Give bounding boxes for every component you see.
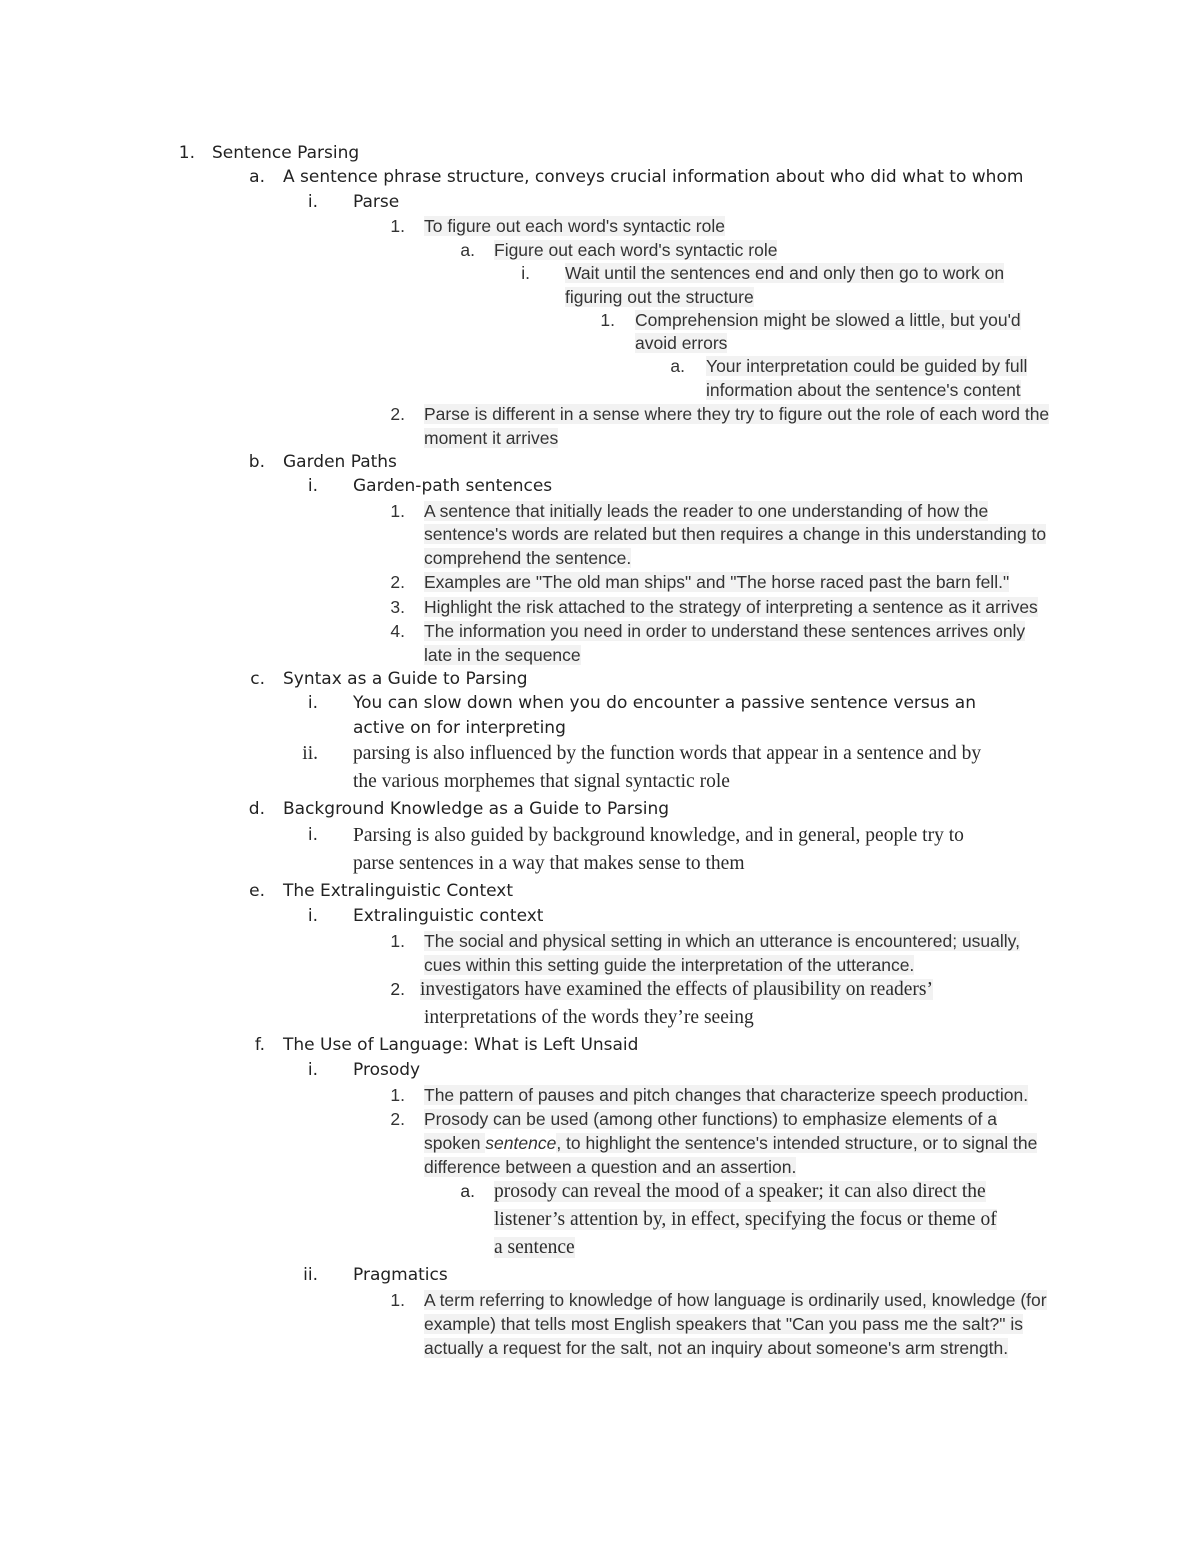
list-marker: ii. xyxy=(303,1265,318,1285)
list-marker: f. xyxy=(254,1035,265,1055)
outline-text-line: The social and physical setting in which an utterance is encountered; usually, xyxy=(424,931,1020,951)
outline-text-line: a sentence xyxy=(494,1237,575,1258)
list-marker: 2. xyxy=(390,572,405,592)
list-marker: 1. xyxy=(390,1085,405,1105)
list-marker: 1. xyxy=(390,1290,405,1310)
outline-text-line: cues within this setting guide the interpretation of the utterance. xyxy=(424,955,915,975)
outline-text-line: Parsing is also guided by background knowledge, and in general, people try to xyxy=(353,825,964,846)
outline-text: A sentence phrase structure, conveys crucial information about who did what to whom xyxy=(283,167,1024,187)
outline-text-line: example) that tells most English speakers that "Can you pass me the salt?" is xyxy=(424,1314,1023,1334)
list-marker: 2. xyxy=(390,1109,405,1129)
list-marker: a. xyxy=(460,1181,475,1201)
outline-text: The pattern of pauses and pitch changes that characterize speech production. xyxy=(424,1085,1029,1105)
outline-text-line: figuring out the structure xyxy=(565,287,754,307)
outline-text: Garden Paths xyxy=(283,452,397,472)
list-marker: 2. xyxy=(390,979,405,999)
outline-text-line: Comprehension might be slowed a little, but you'd xyxy=(635,310,1021,330)
outline-text-line: actually a request for the salt, not an inquiry about someone's arm strength. xyxy=(424,1338,1009,1358)
outline-text-fragment: spoken xyxy=(424,1133,486,1153)
outline-text: Garden-path sentences xyxy=(353,476,553,496)
outline-text-line: sentence's words are related but then requires a change in this understanding to xyxy=(424,524,1047,544)
list-marker: 1. xyxy=(390,931,405,951)
outline-text: Highlight the risk attached to the strategy of interpreting a sentence as it arrives xyxy=(424,597,1038,617)
outline-text-fragment: , to highlight the sentence's intended structure, or to signal the xyxy=(556,1133,1038,1153)
outline-text-line: You can slow down when you do encounter a passive sentence versus an xyxy=(353,693,976,713)
list-marker: 2. xyxy=(390,404,405,424)
list-marker: 3. xyxy=(390,597,405,617)
outline-text-line: Prosody can be used (among other functions) to emphasize elements of a xyxy=(424,1109,997,1129)
list-marker: ii. xyxy=(302,743,318,764)
list-marker: 4. xyxy=(390,621,405,641)
list-marker: a. xyxy=(460,240,475,260)
list-marker: i. xyxy=(521,263,530,283)
outline-text-line: parse sentences in a way that makes sense to them xyxy=(353,853,745,874)
outline-text: Parse xyxy=(353,192,400,212)
list-marker: b. xyxy=(248,452,265,472)
outline-text-line: investigators have examined the effects of plausibility on readers’ xyxy=(420,979,933,1000)
list-marker: i. xyxy=(307,476,318,496)
outline-text-line: Parse is different in a sense where they try to figure out the role of each word the xyxy=(424,404,1050,424)
outline-text-line: interpretations of the words they’re seeing xyxy=(424,1007,754,1028)
outline-text: Examples are "The old man ships" and "The horse raced past the barn fell." xyxy=(424,572,1010,592)
outline-text-line: listener’s attention by, in effect, specifying the focus or theme of xyxy=(494,1209,997,1230)
outline-text-line: the various morphemes that signal syntactic role xyxy=(353,771,730,792)
outline-text: To figure out each word's syntactic role xyxy=(424,216,725,236)
outline-text-line: The information you need in order to understand these sentences arrives only xyxy=(424,621,1026,641)
outline-text-line: information about the sentence's content xyxy=(706,380,1021,400)
list-marker: i. xyxy=(307,192,318,212)
italic-term: sentence xyxy=(485,1133,557,1153)
list-marker: 1. xyxy=(600,310,615,330)
list-marker: d. xyxy=(248,799,265,819)
outline-text-line: active on for interpreting xyxy=(353,718,566,738)
outline-text-line: Wait until the sentences end and only then go to work on xyxy=(565,263,1005,283)
outline-text: Syntax as a Guide to Parsing xyxy=(283,669,528,689)
list-marker: 1. xyxy=(178,143,195,163)
outline-text: The Use of Language: What is Left Unsaid xyxy=(283,1035,639,1055)
list-marker: a. xyxy=(249,167,265,187)
outline-text: Pragmatics xyxy=(353,1265,448,1285)
outline-text: Extralinguistic context xyxy=(353,906,544,926)
list-marker: c. xyxy=(250,669,265,689)
outline-text: The Extralinguistic Context xyxy=(283,881,513,901)
outline-text-line: moment it arrives xyxy=(424,428,559,448)
list-marker: i. xyxy=(307,1060,318,1080)
outline-text: Figure out each word's syntactic role xyxy=(494,240,778,260)
list-marker: 1. xyxy=(390,216,405,236)
outline-text-line: prosody can reveal the mood of a speaker; it can also direct the xyxy=(494,1181,986,1202)
list-marker: i. xyxy=(307,825,318,845)
list-marker: e. xyxy=(249,881,265,901)
outline-text-line: avoid errors xyxy=(635,333,728,353)
outline-text-line: A term referring to knowledge of how language is ordinarily used, knowledge (for xyxy=(424,1290,1047,1310)
outline-text: Prosody xyxy=(353,1060,421,1080)
list-marker: i. xyxy=(307,693,318,713)
outline-text-line: Your interpretation could be guided by full xyxy=(706,356,1028,376)
list-marker: a. xyxy=(670,356,685,376)
outline-text: Background Knowledge as a Guide to Parsing xyxy=(283,799,670,819)
outline-text-line: A sentence that initially leads the reader to one understanding of how the xyxy=(424,501,989,521)
list-marker: 1. xyxy=(390,501,405,521)
outline-text-line: difference between a question and an assertion. xyxy=(424,1157,797,1177)
outline-text-line: late in the sequence xyxy=(424,645,581,665)
list-marker: i. xyxy=(307,906,318,926)
heading-sentence-parsing: Sentence Parsing xyxy=(212,143,360,163)
outline-text-line: parsing is also influenced by the function words that appear in a sentence and by xyxy=(353,743,982,764)
outline-text-line: comprehend the sentence. xyxy=(424,548,632,568)
